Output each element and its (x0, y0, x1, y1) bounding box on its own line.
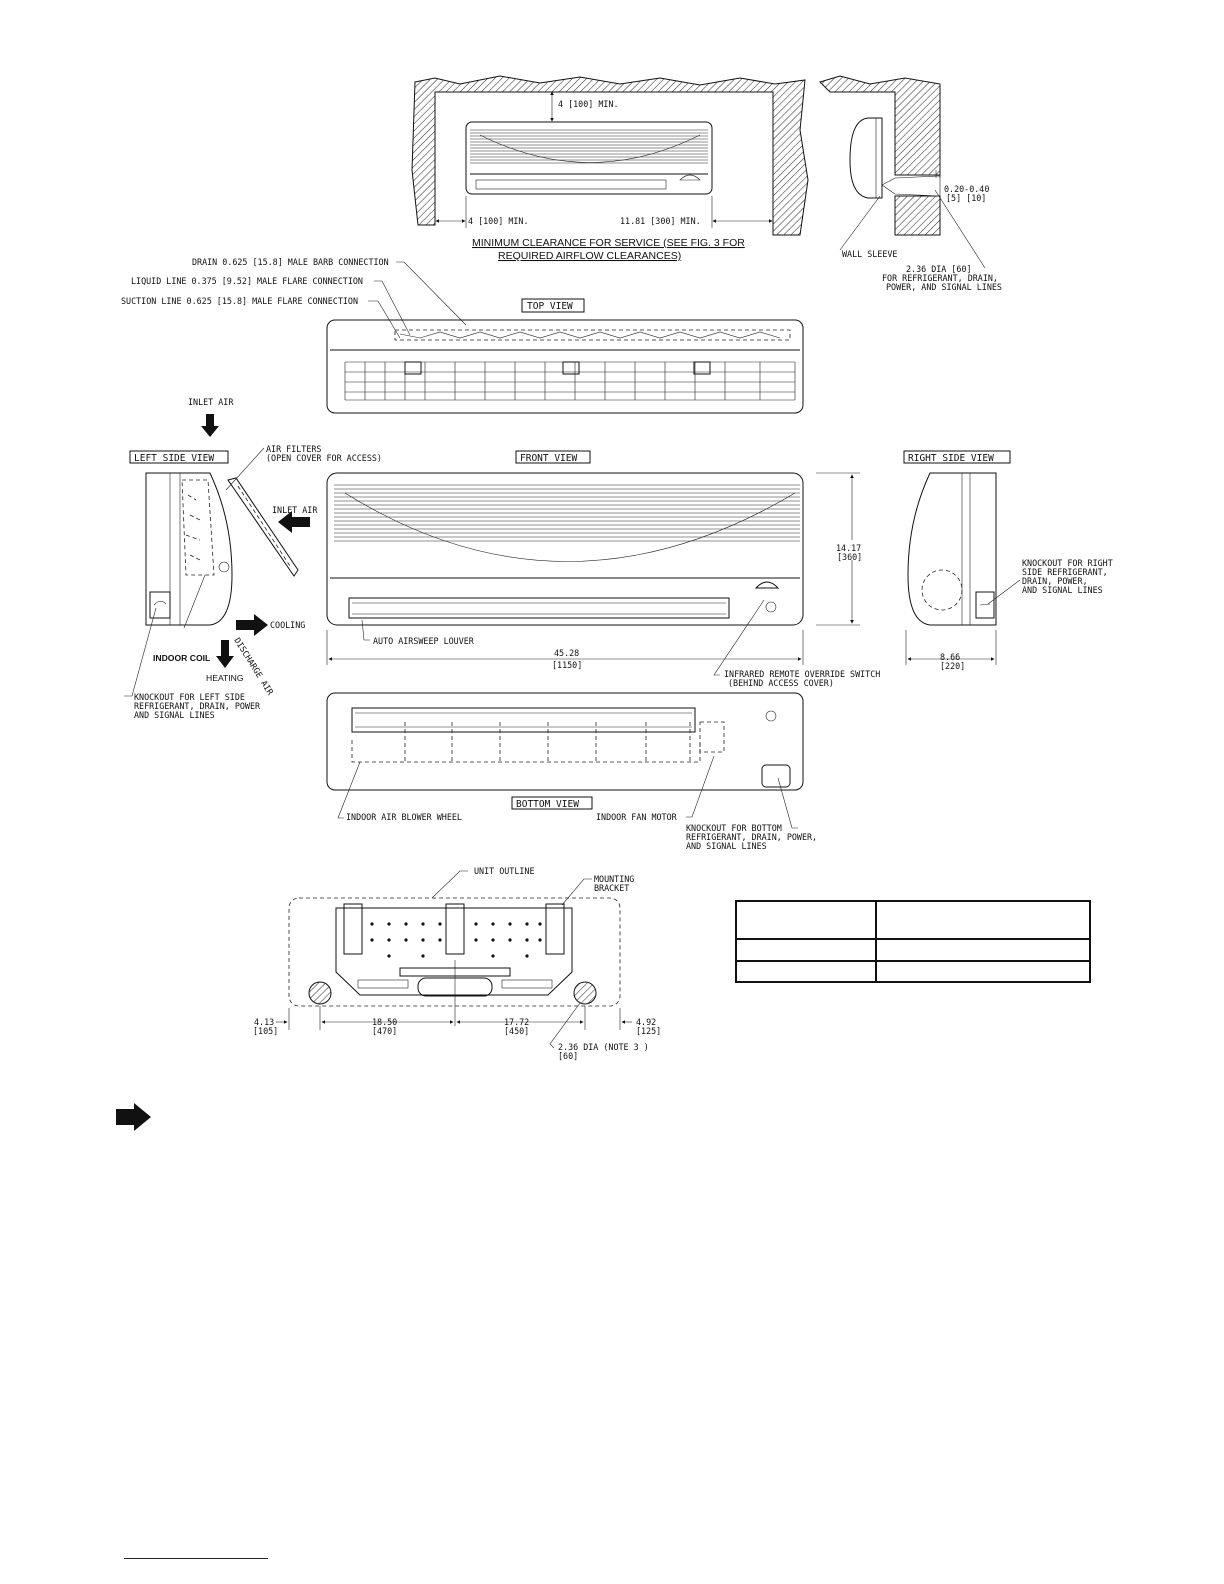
inlet-air-arrow-icon (201, 414, 219, 437)
mounting-bracket-diagram (253, 866, 661, 1061)
wall-sleeve-label: WALL SLEEVE (842, 249, 898, 259)
blower-wheel-label: INDOOR AIR BLOWER WHEEL (346, 812, 462, 822)
clearance-grille (470, 130, 708, 189)
override-switch-sub-label: (BEHIND ACCESS COVER) (728, 678, 834, 688)
bottom-view (327, 693, 817, 851)
cooling-arrow-icon (236, 614, 268, 636)
right-depth-label: 8.66 (940, 652, 961, 662)
mounting-plate (336, 908, 572, 995)
mounting-bracket-label: MOUNTING (594, 874, 635, 884)
bottom-knockout-line1: KNOCKOUT FOR BOTTOM (686, 823, 782, 833)
air-filters-label: AIR FILTERS (266, 444, 322, 454)
left-knockout-line3: AND SIGNAL LINES (134, 710, 215, 720)
clearance-left-label: 4 [100] MIN. (468, 216, 529, 226)
bottom-knockout (762, 765, 790, 787)
mount-right-mm-label: [125] (636, 1026, 662, 1036)
mount-mid-right-label: 17.72 (504, 1017, 530, 1027)
wall-section-hatch (820, 76, 940, 175)
unit-outline-label: UNIT OUTLINE (474, 866, 535, 876)
mount-right-label: 4.92 (636, 1017, 657, 1027)
spec-table-cell (736, 961, 876, 982)
liquid-line-label: LIQUID LINE 0.375 [9.52] MALE FLARE CONNECTION (131, 276, 363, 286)
air-filters-sub-label: (OPEN COVER FOR ACCESS) (266, 453, 382, 463)
left-knockout-line2: REFRIGERANT, DRAIN, POWER (134, 701, 261, 711)
right-depth-mm-label: [220] (940, 661, 966, 671)
spec-table (735, 900, 1091, 983)
right-side-view-title: RIGHT SIDE VIEW (908, 453, 994, 464)
left-side-view-title: LEFT SIDE VIEW (134, 453, 215, 464)
mount-hole-label: 2.36 DIA (NOTE 3 ) (558, 1042, 649, 1052)
front-width-label: 45.28 (554, 648, 580, 658)
top-view-grille (345, 362, 795, 400)
front-view (327, 451, 880, 688)
clearance-right-label: 11.81 [300] MIN. (620, 216, 701, 226)
service-clearance-diagram (412, 76, 808, 262)
mount-left-mm-label: [105] (253, 1026, 279, 1036)
heating-label: HEATING (206, 673, 244, 683)
left-pipe-hole (309, 982, 331, 1004)
heating-arrow-icon (216, 640, 234, 668)
arrow-right-icon (116, 1103, 151, 1131)
spec-table-cell (736, 901, 876, 939)
mounting-bracket-sub-label: BRACKET (594, 883, 630, 893)
inlet-air-top-label: INLET AIR (188, 397, 234, 407)
inlet-air-front-label: INLET AIR (272, 505, 318, 515)
right-knockout-line4: AND SIGNAL LINES (1022, 585, 1103, 595)
spec-table-cell (876, 961, 1090, 982)
wall-hole-line1: 2.36 DIA [60] (906, 264, 972, 274)
right-knockout-line2: SIDE REFRIGERANT, (1022, 567, 1108, 577)
clearance-caption-line1: MINIMUM CLEARANCE FOR SERVICE (SEE FIG. 3 FOR (472, 237, 745, 249)
suction-line-label: SUCTION LINE 0.625 [15.8] MALE FLARE CONNECTION (121, 296, 358, 306)
spec-table-cell (876, 939, 1090, 960)
wall-hole-line3: POWER, AND SIGNAL LINES (886, 282, 1002, 292)
wall-section-diagram (820, 76, 1002, 292)
right-pipe-hole (574, 982, 596, 1004)
mount-mid-right-mm-label: [450] (504, 1026, 530, 1036)
mounting-holes (370, 922, 541, 957)
override-switch-cover (756, 582, 778, 588)
indoor-coil-label: INDOOR COIL (153, 653, 211, 663)
top-view-title: TOP VIEW (527, 301, 573, 312)
louver-label: AUTO AIRSWEEP LOUVER (373, 636, 474, 646)
fan-motor-label: INDOOR FAN MOTOR (596, 812, 677, 822)
bottom-knockout-line2: REFRIGERANT, DRAIN, POWER, (686, 832, 818, 842)
mount-mid-left-label: 18.50 (372, 1017, 398, 1027)
top-view (327, 299, 803, 413)
bottom-view-title: BOTTOM VIEW (516, 799, 579, 810)
right-side-view (904, 451, 1113, 671)
right-knockout-line1: KNOCKOUT FOR RIGHT (1022, 558, 1113, 568)
right-knockout-line3: DRAIN, POWER, (1022, 576, 1088, 586)
mount-mid-left-mm-label: [470] (372, 1026, 398, 1036)
footer-rule (124, 1558, 268, 1559)
front-height-label: 14.17 (836, 543, 862, 553)
mount-left-label: 4.13 (254, 1017, 275, 1027)
front-view-title: FRONT VIEW (520, 453, 578, 464)
wall-gap-label: 0.20-0.40 (944, 184, 990, 194)
spec-table-cell (736, 939, 876, 960)
connection-labels (121, 257, 466, 338)
front-height-mm-label: [360] (837, 552, 863, 562)
left-side-view (124, 397, 382, 720)
front-grille (334, 485, 800, 562)
left-knockout-line1: KNOCKOUT FOR LEFT SIDE (134, 692, 245, 702)
front-width-mm-label: [1150] (552, 660, 583, 670)
wall-gap-mm-label: [5] [10] (946, 193, 987, 203)
discharge-air-label: DISCHARGE AIR (232, 635, 276, 697)
bottom-knockout-line3: AND SIGNAL LINES (686, 841, 767, 851)
clearance-top-label: 4 [100] MIN. (558, 99, 619, 109)
wall-hole-line2: FOR REFRIGERANT, DRAIN, (882, 273, 998, 283)
mount-hole-mm-label: [60] (558, 1051, 579, 1061)
clearance-caption-line2: REQUIRED AIRFLOW CLEARANCES) (498, 250, 682, 262)
override-switch-label: INFRARED REMOTE OVERRIDE SWITCH (724, 669, 881, 679)
cooling-label: COOLING (270, 620, 306, 630)
unit-outline-box (289, 898, 620, 1006)
drain-connection-label: DRAIN 0.625 [15.8] MALE BARB CONNECTION (192, 257, 389, 267)
spec-table-cell (876, 901, 1090, 939)
